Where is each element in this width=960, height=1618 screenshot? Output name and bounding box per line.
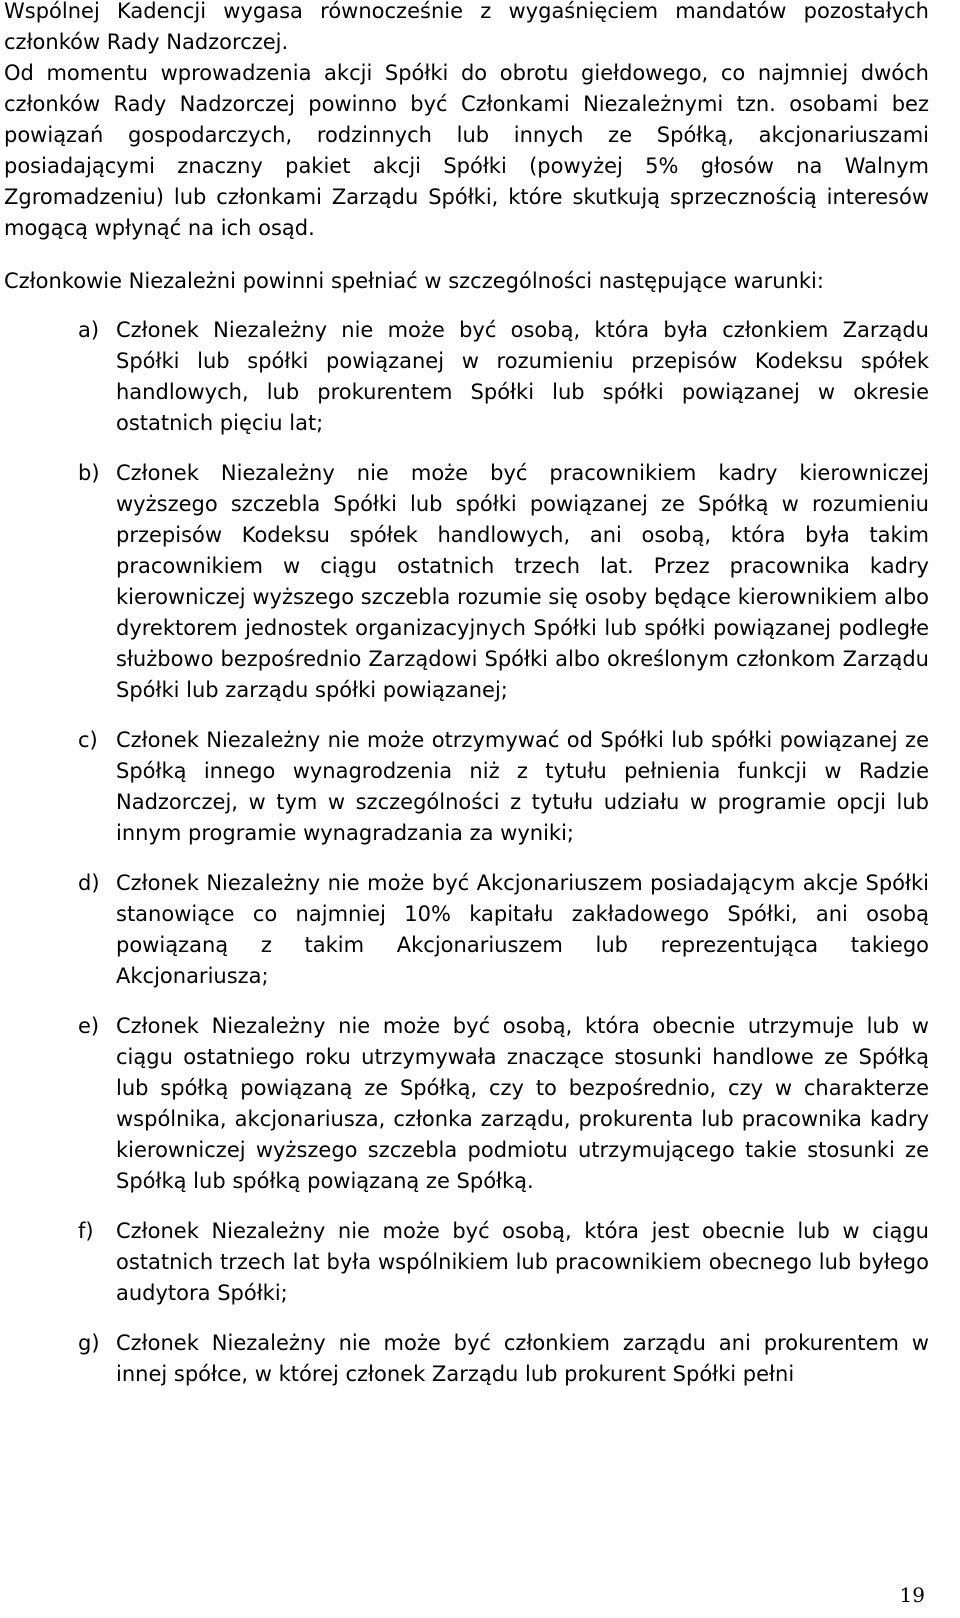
condition-item-g [4, 1328, 929, 1390]
condition-item-c [4, 725, 929, 849]
condition-marker: a) [78, 318, 100, 342]
condition-marker: c) [78, 728, 98, 752]
condition-item-f [4, 1216, 929, 1309]
condition-marker: d) [78, 871, 100, 895]
condition-text: Członek Niezależny nie może być osobą, która była członkiem Zarządu Spółki lub spółki powiązanej w rozumieniu przepisów Kodeksu spółek handlowych, lub prokurentem Spółki lub spółki powiązanej w okresie ostatnich pięciu lat; [116, 318, 929, 435]
condition-marker: f) [78, 1219, 94, 1243]
conditions-lead: Członkowie Niezależni powinni spełniać w szczególności następujące warunki: [4, 269, 824, 293]
intro-paragraph: Wspólnej Kadencji wygasa równocześnie z wygaśnięciem mandatów pozostałych członków Rady Nadzorczej. Od momentu wprowadzenia akcji Spółki do obrotu giełdowego, co najmniej dwóch członków Rady Nadzorczej powinno być Członkami Niezależnymi tzn. osobami bez powiązań gospodarczych, rodzinnych lub innych ze Spółką, akcjonariuszami posiadającymi znaczny pakiet akcji Spółki (powyżej 5% głosów na Walnym Zgromadzeniu) lub członkami Zarządu Spółki, które skutkują sprzecznością interesów mogącą wpłynąć na ich osąd. [4, 0, 929, 240]
condition-item-e [4, 1011, 929, 1197]
condition-text: Członek Niezależny nie może być pracownikiem kadry kierowniczej wyższego szczebla Spółki lub spółki powiązanej ze Spółką w rozumieniu przepisów Kodeksu spółek handlowych, ani osobą, która była takim pracownikiem w ciągu ostatnich trzech lat. Przez pracownika kadry kierowniczej wyższego szczebla rozumie się osoby będące kierownikiem albo dyrektorem jednostek organizacyjnych Spółki lub spółki powiązanej podległe służbowo bezpośrednio Zarządowi Spółki albo określonym członkom Zarządu Spółki lub zarządu spółki powiązanej; [116, 461, 929, 702]
condition-text: Członek Niezależny nie może być osobą, która obecnie utrzymuje lub w ciągu ostatniego roku utrzymywała znaczące stosunki handlowe ze Spółką lub spółką powiązaną ze Spółką, czy to bezpośrednio, czy w charakterze wspólnika, akcjonariusza, członka zarządu, prokurenta lub pracownika kadry kierowniczej wyższego szczebla podmiotu utrzymującego takie stosunki ze Spółką lub spółką powiązaną ze Spółką. [116, 1014, 929, 1193]
document-page [4, 0, 929, 1390]
condition-item-a [4, 315, 929, 439]
condition-item-b [4, 458, 929, 706]
condition-text: Członek Niezależny nie może otrzymywać od Spółki lub spółki powiązanej ze Spółką innego wynagrodzenia niż z tytułu pełnienia funkcji w Radzie Nadzorczej, w tym w szczególności z tytułu udziału w programie opcji lub innym programie wynagradzania za wyniki; [116, 728, 929, 845]
page-number: 19 [899, 1583, 925, 1607]
condition-marker: g) [78, 1331, 100, 1355]
condition-marker: b) [78, 461, 100, 485]
condition-item-d [4, 868, 929, 992]
conditions-list [4, 315, 929, 1390]
condition-text: Członek Niezależny nie może być Akcjonariuszem posiadającym akcje Spółki stanowiące co najmniej 10% kapitału zakładowego Spółki, ani osobą powiązaną z takim Akcjonariuszem lub reprezentująca takiego Akcjonariusza; [116, 871, 929, 988]
condition-text: Członek Niezależny nie może być członkiem zarządu ani prokurentem w innej spółce, w której członek Zarządu lub prokurent Spółki pełni [116, 1331, 929, 1386]
condition-text: Członek Niezależny nie może być osobą, która jest obecnie lub w ciągu ostatnich trzech lat była wspólnikiem lub pracownikiem obecnego lub byłego audytora Spółki; [116, 1219, 929, 1305]
condition-marker: e) [78, 1014, 100, 1038]
